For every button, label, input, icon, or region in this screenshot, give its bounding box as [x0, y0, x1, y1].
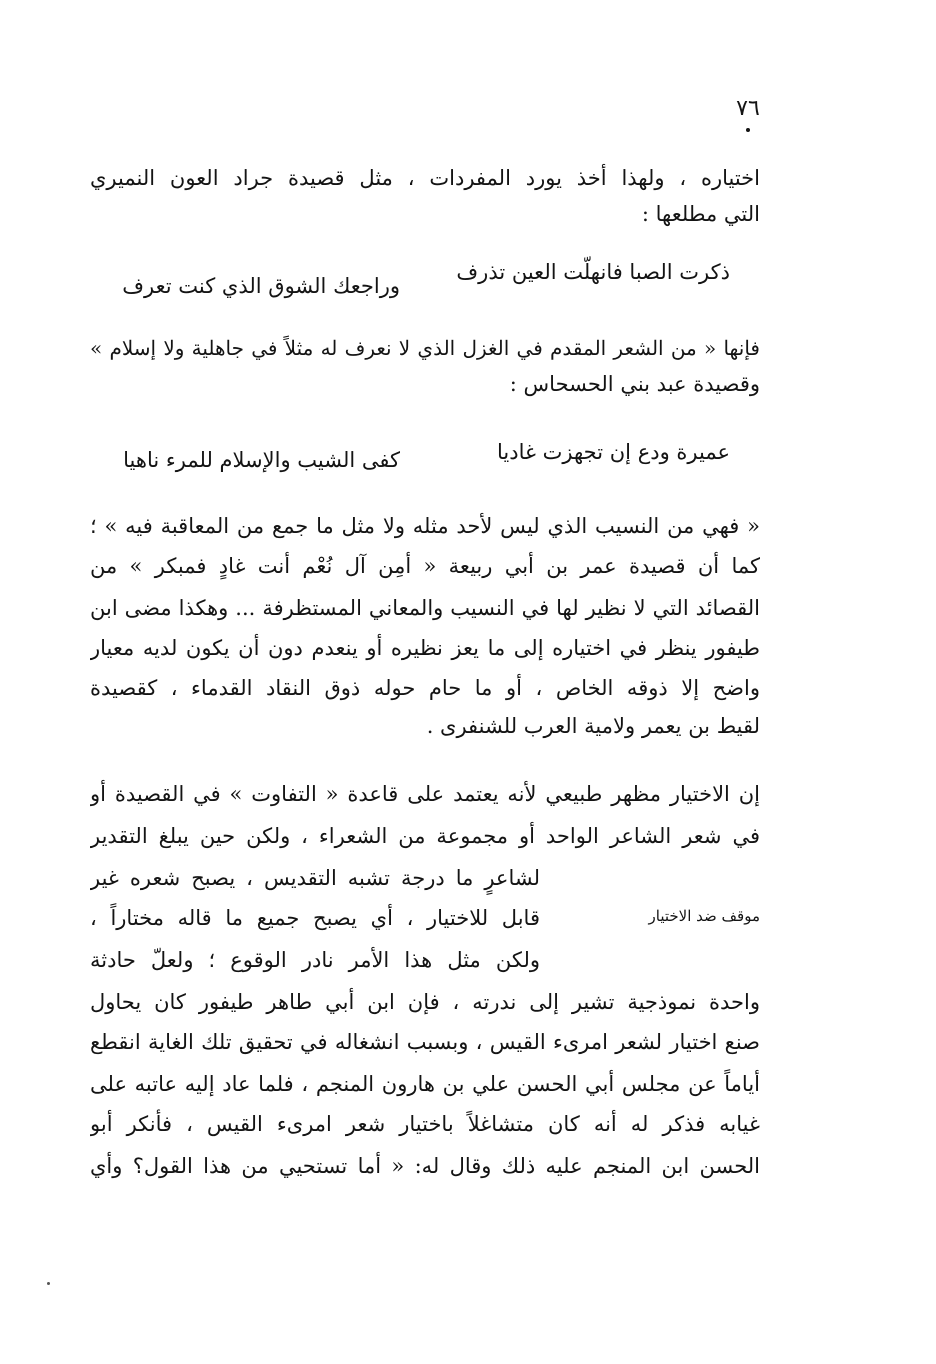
verse1-second-hemistich: وراجعك الشوق الذي كنت تعرف [122, 274, 400, 298]
paragraph4-line-8: أياماً عن مجلس أبي الحسن علي بن هارون المنجم ، فلما عاد إليه عاتبه على [90, 1072, 760, 1096]
scan-speck [47, 1282, 50, 1285]
paragraph2-line-2: وقصيدة عبد بني الحسحاس : [509, 372, 760, 396]
paragraph4-line-7: صنع اختيار لشعر امرىء القيس ، وبسبب انشغاله في تحقيق تلك الغاية انقطع [90, 1030, 760, 1054]
paragraph4-line-10: الحسن ابن المنجم عليه ذلك وقال له: « أما تستحيي من هذا القول؟ وأي [90, 1154, 760, 1178]
paragraph2-line-1: فإنها « من الشعر المقدم في الغزل الذي لا نعرف له مثلاً في جاهلية ولا إسلام » [90, 336, 760, 360]
verse2-second-hemistich: كفى الشيب والإسلام للمرء ناهيا [123, 448, 400, 472]
verse2-first-hemistich: عميرة ودع إن تجهزت غاديا [497, 440, 730, 464]
paragraph3-line-1: « فهي من النسيب الذي ليس لأحد مثله ولا مثل ما جمع من المعاقبة فيه » ؛ [90, 514, 760, 538]
paragraph1-line-1: اختياره ، ولهذا أخذ يورد المفردات ، مثل قصيدة جراد العون النميري [90, 166, 760, 190]
paragraph1-line-2: التي مطلعها : [641, 202, 760, 226]
margin-note: موقف ضد الاختيار [648, 907, 760, 925]
page-number: ٧٦ [736, 96, 760, 121]
paragraph3-line-4: طيفور ينظر في اختياره إلى ما يعز نظيره أو ينعدم دون أن يكون لديه معيار [90, 636, 760, 660]
paragraph4-line-3: لشاعرٍ ما درجة تشبه التقديس ، يصبح شعره غير [90, 866, 540, 890]
paragraph3-line-3: القصائد التي لا نظير لها في النسيب والمعاني المستظرفة ... وهكذا مضى ابن [90, 596, 760, 620]
paragraph4-line-4: قابل للاختيار ، أي يصبح جميع ما قاله مختاراً ، [90, 906, 540, 930]
paragraph3-line-2: كما أن قصيدة عمر بن أبي ربيعة « أمِن آل نُعْم أنت غادٍ فمبكر » من [90, 554, 760, 578]
paragraph3-line-6: لقيط بن يعمر ولامية العرب للشنفرى . [426, 714, 760, 738]
paragraph4-line-1: إن الاختيار مظهر طبيعي لأنه يعتمد على قاعدة « التفاوت » في القصيدة أو [90, 782, 760, 806]
paragraph4-line-6: واحدة نموذجية تشير إلى ندرته ، فإن ابن أبي طاهر طيفور كان يحاول [90, 990, 760, 1014]
verse1-first-hemistich: ذكرت الصبا فانهلّت العين تذرف [456, 260, 730, 284]
page-number-dot [746, 128, 750, 132]
paragraph4-line-2: في شعر الشاعر الواحد أو مجموعة من الشعراء ، ولكن حين يبلغ التقدير [90, 824, 760, 848]
paragraph4-line-9: غيابه فذكر له أنه كان متشاغلاً باختيار شعر امرىء القيس ، فأنكر أبو [90, 1112, 760, 1136]
paragraph4-line-5: ولكن مثل هذا الأمر نادر الوقوع ؛ ولعلّ حادثة [90, 948, 540, 972]
paragraph3-line-5: واضح إلا ذوقه الخاص ، أو ما حام حوله ذوق النقاد القدماء ، كقصيدة [90, 676, 760, 700]
